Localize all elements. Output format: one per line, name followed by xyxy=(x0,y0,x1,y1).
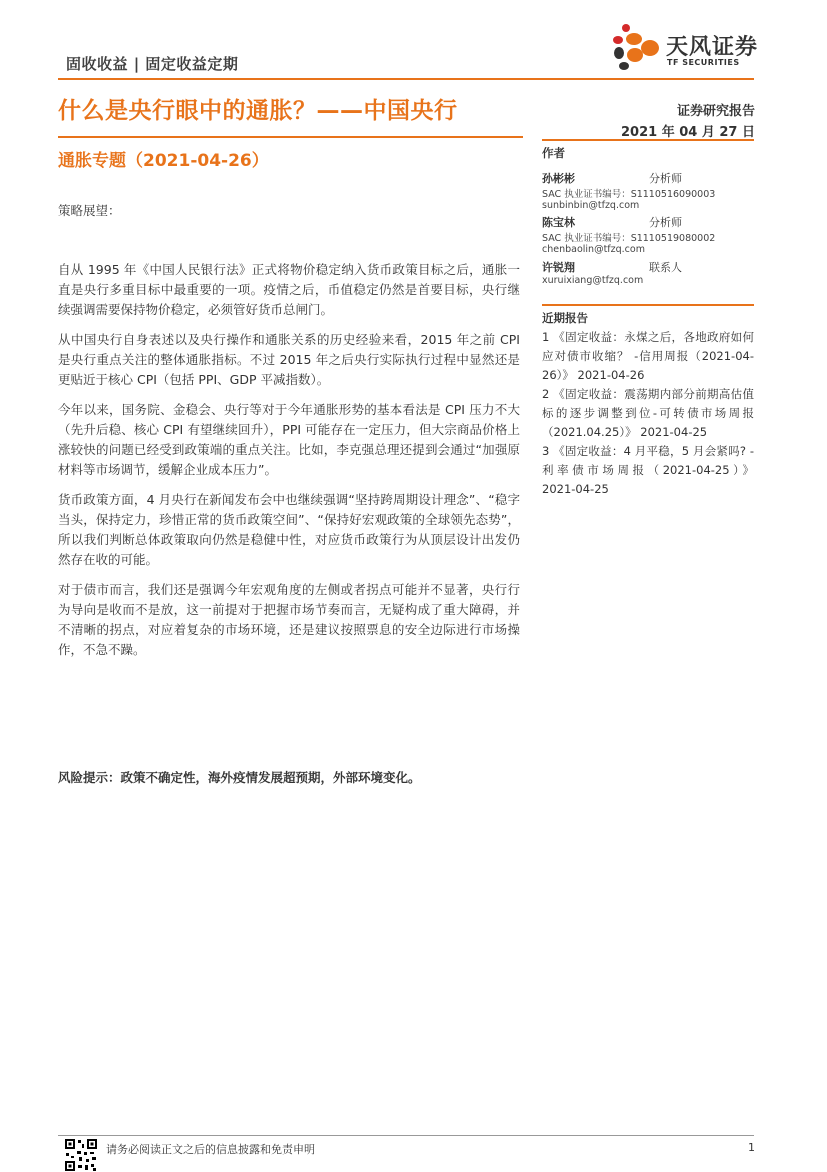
body-paragraph: 今年以来，国务院、金稳会、央行等对于今年通胀形势的基本看法是 CPI 压力不大（先升后稳、核心 CPI 有望继续回升），PPI 可能存在一定压力，但大宗商品价格上涨较快的问题已经受到政策端的重点关注。比如，李克强总理还提到会通过“加强原材料等市场调节，缓解企业成本压力”。 xyxy=(58,402,520,477)
brand-name-cn: 天风证券 xyxy=(666,35,759,60)
recent-reports-heading: 近期报告 xyxy=(542,304,754,326)
body-paragraph: 货币政策方面，4 月央行在新闻发布会中也继续强调“坚持跨周期设计理念”、“稳字当头，保持定力，珍惜正常的货币政策空间”、“保持好宏观政策的全球领先态势”，所以我们判断总体政策取向仍然是稳健中性，对应货币政策行为从顶层设计出发仍然存在收的可能。 xyxy=(58,492,520,567)
author-name: 陈宝林 xyxy=(542,216,575,229)
recent-report-date: 2021-04-25 xyxy=(542,482,609,496)
strategy-lead: 策略展望： xyxy=(58,203,121,218)
author-role: 联系人 xyxy=(649,261,682,274)
brand-name-en: TF SECURITIES xyxy=(667,58,740,67)
qr-code-icon xyxy=(64,1138,98,1172)
author-role: 分析师 xyxy=(649,172,682,185)
author-card xyxy=(542,259,754,286)
author-email[interactable]: xuruixiang@tfzq.com xyxy=(542,275,644,286)
report-body xyxy=(58,260,520,670)
report-category: 固收收益 | 固定收益定期 xyxy=(66,55,239,73)
author-card xyxy=(542,170,754,211)
body-paragraph: 从中国央行自身表述以及央行操作和通胀关系的历史经验来看，2015 年之前 CPI 是央行重点关注的整体通胀指标。不过 2015 年之后央行实际执行过程中显然还是更贴近于核心 CPI（包括 PPI、GDP 平减指数）。 xyxy=(58,332,520,387)
recent-report-date: 2021-04-25 xyxy=(640,425,708,439)
body-paragraph: 对于债市而言，我们还是强调今年宏观角度的左侧或者拐点可能并不显著，央行行为导向是收而不是放，这一前提对于把握市场节奏而言，无疑构成了重大障碍，并不清晰的拐点，对应着复杂的市场环境，还是建议按照票息的安全边际进行市场操作，不急不躁。 xyxy=(58,582,520,657)
author-role: 分析师 xyxy=(649,216,682,229)
disclaimer-note: 请务必阅读正文之后的信息披露和免责申明 xyxy=(106,1143,315,1156)
risk-warning: 风险提示：政策不确定性，海外疫情发展超预期，外部环境变化。 xyxy=(58,770,421,785)
author-name: 孙彬彬 xyxy=(542,172,575,185)
page-number: 1 xyxy=(748,1141,755,1154)
recent-report-date: 2021-04-26 xyxy=(577,368,645,382)
report-type: 证券研究报告 xyxy=(676,104,755,119)
recent-reports-list xyxy=(542,328,754,499)
recent-report-title: 1 《固定收益：永煤之后，各地政府如何应对债市收缩？ -信用周报（2021-04-26）》 xyxy=(542,330,754,382)
header-divider xyxy=(58,78,754,80)
body-paragraph: 自从 1995 年《中国人民银行法》正式将物价稳定纳入货币政策目标之后，通胀一直是央行多重目标中最重要的一项。疫情之后，币值稳定仍然是首要目标，央行继续强调需要保持物价稳定，必须管好货币总闸门。 xyxy=(58,262,520,317)
title-divider xyxy=(58,136,523,138)
recent-report-item[interactable] xyxy=(542,442,754,499)
recent-report-title: 2 《固定收益：震荡期内部分前期高估值标的逐步调整到位-可转债市场周报（2021.04.25）》 xyxy=(542,387,754,439)
author-name: 许锐翔 xyxy=(542,261,575,274)
author-cert: SAC 执业证书编号：S1110519080002 xyxy=(542,233,716,244)
author-card xyxy=(542,214,754,255)
author-email[interactable]: chenbaolin@tfzq.com xyxy=(542,244,645,255)
author-email[interactable]: sunbinbin@tfzq.com xyxy=(542,200,640,211)
recent-report-item[interactable] xyxy=(542,385,754,442)
authors-heading: 作者 xyxy=(542,139,754,161)
author-cert: SAC 执业证书编号：S1110516090003 xyxy=(542,189,716,200)
recent-report-title: 3 《固定收益：4 月平稳，5 月会紧吗? -利率债市场周报（2021-04-25）》 xyxy=(542,444,754,477)
recent-report-item[interactable] xyxy=(542,328,754,385)
footer-divider xyxy=(58,1135,754,1136)
tf-securities-logo-icon xyxy=(612,22,662,72)
report-subtitle: 通胀专题（2021-04-26） xyxy=(58,151,269,171)
report-date: 2021 年 04 月 27 日 xyxy=(621,125,755,140)
report-title: 什么是央行眼中的通胀？——中国央行 xyxy=(58,98,458,124)
